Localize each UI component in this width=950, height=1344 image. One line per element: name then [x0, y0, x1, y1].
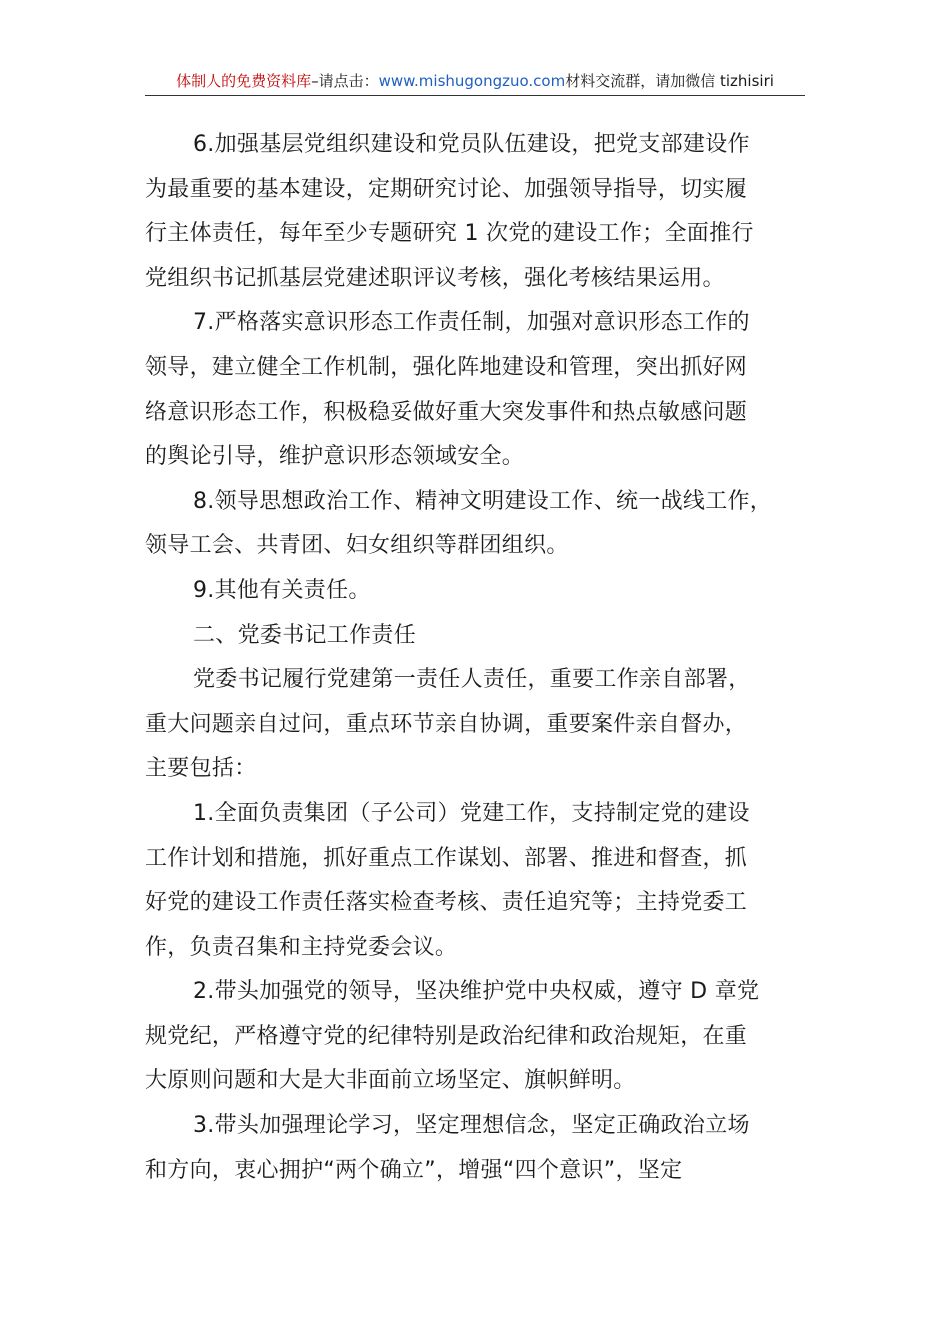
header-wechat-note: 材料交流群，请加微信 tizhisiri: [565, 72, 774, 90]
body-line: 的舆论引导，维护意识形态领域安全。: [145, 444, 525, 470]
page-header: [145, 68, 805, 94]
section-heading: 二、党委书记工作责任: [193, 622, 417, 648]
body-line: 9.其他有关责任。: [193, 577, 371, 603]
document-body: [145, 123, 813, 1193]
body-line: 工作计划和措施，抓好重点工作谋划、部署、推进和督查，抓: [145, 845, 748, 871]
body-line: 为最重要的基本建设，定期研究讨论、加强领导指导，切实履: [145, 176, 748, 202]
body-line: 7.严格落实意识形态工作责任制，加强对意识形态工作的: [193, 310, 750, 336]
header-prompt: –请点击：: [311, 72, 379, 90]
body-line: 领导，建立健全工作机制，强化阵地建设和管理，突出抓好网: [145, 354, 748, 380]
header-divider: [145, 95, 805, 96]
body-line: 党组织书记抓基层党建述职评议考核，强化考核结果运用。: [145, 265, 725, 291]
body-line: 6.加强基层党组织建设和党员队伍建设，把党支部建设作: [193, 132, 750, 157]
body-line: 规党纪，严格遵守党的纪律特别是政治纪律和政治规矩，在重: [145, 1023, 748, 1049]
body-line: 行主体责任，每年至少专题研究 1 次党的建设工作；全面推行: [145, 221, 754, 247]
body-line: 作，负责召集和主持党委会议。: [145, 934, 458, 960]
body-line: 主要包括：: [145, 756, 257, 782]
body-line: 和方向，衷心拥护“两个确立”，增强“四个意识”，坚定: [145, 1157, 683, 1183]
body-line: 络意识形态工作，积极稳妥做好重大突发事件和热点敏感问题: [145, 399, 748, 425]
body-line: 1.全面负责集团（子公司）党建工作，支持制定党的建设: [193, 800, 750, 826]
body-line: 3.带头加强理论学习，坚定理想信念，坚定正确政治立场: [193, 1113, 750, 1139]
body-line: 大原则问题和大是大非面前立场坚定、旗帜鲜明。: [145, 1068, 636, 1094]
header-website-link[interactable]: www.mishugongzuo.com: [378, 72, 566, 90]
body-line: 8.领导思想政治工作、精神文明建设工作、统一战线工作，: [193, 488, 773, 514]
header-brand: 体制人的免费资料库: [176, 72, 312, 90]
body-line: 党委书记履行党建第一责任人责任，重要工作亲自部署，: [193, 667, 751, 693]
body-line: 领导工会、共青团、妇女组织等群团组织。: [145, 533, 569, 559]
body-line: 2.带头加强党的领导，坚决维护党中央权威，遵守 D 章党: [193, 979, 760, 1005]
body-line: 好党的建设工作责任落实检查考核、责任追究等；主持党委工: [145, 890, 748, 916]
body-line: 重大问题亲自过问，重点环节亲自协调，重要案件亲自督办，: [145, 711, 748, 737]
